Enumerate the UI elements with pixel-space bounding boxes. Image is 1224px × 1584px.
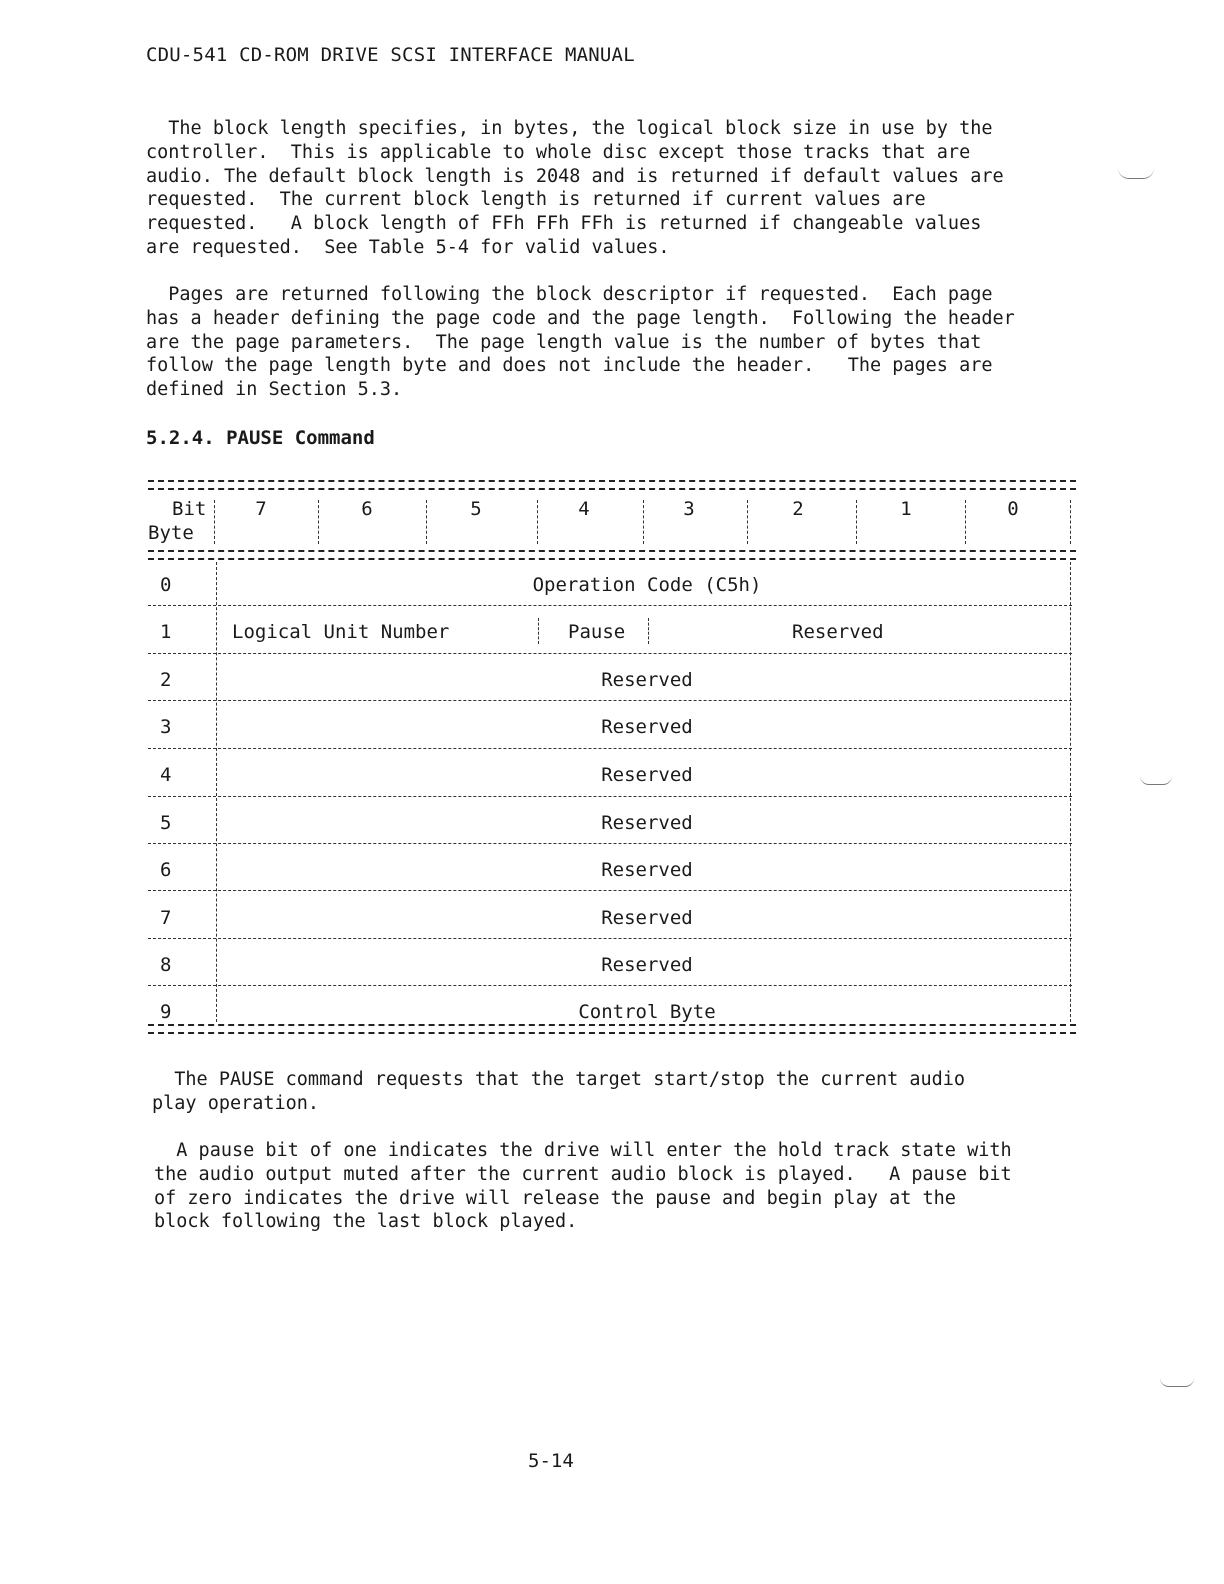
bit-2-header: 2 [792,498,804,520]
byte-number: 3 [160,716,172,738]
row-field: Reserved [601,859,693,881]
bit-1-header: 1 [900,498,912,520]
row-divider [148,890,1072,891]
table-top-rule [148,480,1076,490]
row-divider [148,985,1072,986]
logical-unit-number-field: Logical Unit Number [232,621,450,643]
table-row [148,704,1076,752]
row-field: Reserved [601,907,693,929]
page-header: CDU-541 CD-ROM DRIVE SCSI INTERFACE MANUAL [146,44,635,66]
row-field: Reserved [601,669,693,691]
header-separator [965,500,966,544]
table-row [148,800,1076,848]
scan-mark [1118,168,1154,179]
reserved-field: Reserved [792,621,884,643]
section-title: 5.2.4. PAUSE Command [146,427,375,449]
paragraph-pages: Pages are returned following the block descriptor if requested. Each page has a header defining the page code and the page length. Following the header are the page parameters. The page length value is the number of bytes that follow the page length byte and does not include the header. The pages are defined in Section 5.3. [146,284,1015,401]
byte-number: 0 [160,574,172,596]
table-row [148,752,1076,800]
table-bottom-rule [148,1024,1076,1034]
header-separator [643,500,644,544]
row-field: Reserved [601,716,693,738]
bit-6-header: 6 [361,498,373,520]
table-row [148,657,1076,705]
header-separator [537,500,538,544]
byte-number: 7 [160,907,172,929]
row-field: Reserved [601,954,693,976]
bit-5-header: 5 [470,498,482,520]
pause-field: Pause [568,621,626,643]
field-separator [538,618,539,644]
byte-number: 4 [160,764,172,786]
row-divider [148,605,1072,606]
byte-number: 8 [160,954,172,976]
row-divider [148,653,1072,654]
row-field: Reserved [601,764,693,786]
table-row [148,609,1076,657]
byte-number: 1 [160,621,172,643]
header-separator [747,500,748,544]
table-row [148,847,1076,895]
field-separator [648,618,649,644]
page-number: 5-14 [528,1450,574,1472]
table-row [148,562,1076,610]
bit-label: Bit [172,498,207,520]
scan-mark [1140,776,1172,785]
byte-label: Byte [148,522,194,544]
scan-mark [1160,1378,1194,1387]
byte-number: 6 [160,859,172,881]
pause-command-table [148,478,1076,1038]
header-separator [856,500,857,544]
table-row [148,895,1076,943]
row-divider [148,843,1072,844]
row-field: Reserved [601,812,693,834]
paragraph-pause-description: The PAUSE command requests that the target start/stop the current audio play operation. [152,1069,966,1114]
row-divider [148,748,1072,749]
row-divider [148,938,1072,939]
table-row [148,942,1076,990]
bit-0-header: 0 [1007,498,1019,520]
paragraph-block-length: The block length specifies, in bytes, the logical block size in use by the controller. This is applicable to whole disc except those tracks that are audio. The default block length is 2048 and is returned if default values are requested. The current block length is returned if current values are requested. A block length of FFh FFh FFh is returned if changeable values are requested. See Table 5-4 for valid values. [146,118,1004,258]
header-separator [426,500,427,544]
table-header-rule [148,550,1076,560]
byte-number: 9 [160,1001,172,1023]
paragraph-pause-bit: A pause bit of one indicates the drive will enter the hold track state with the audio output muted after the current audio block is played. A pause bit of zero indicates the drive will release the pause and begin play at the block following the last block played. [154,1140,1012,1233]
header-separator [318,500,319,544]
header-separator [1070,500,1071,544]
row-divider [148,796,1072,797]
byte-number: 5 [160,812,172,834]
bit-3-header: 3 [683,498,695,520]
bit-7-header: 7 [255,498,267,520]
row-field: Control Byte [578,1001,716,1023]
byte-number: 2 [160,669,172,691]
header-separator [214,500,215,544]
row-field: Operation Code (C5h) [532,574,762,596]
bit-4-header: 4 [578,498,590,520]
row-divider [148,700,1072,701]
